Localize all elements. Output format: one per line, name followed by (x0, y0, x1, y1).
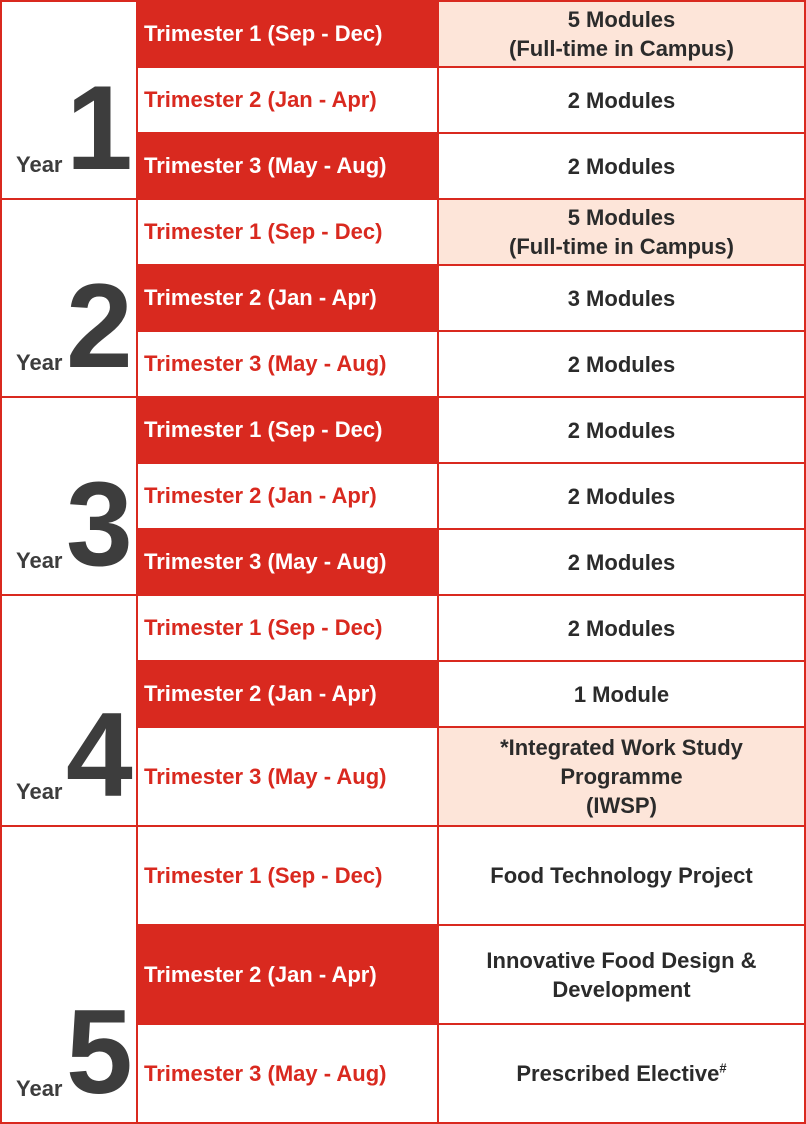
module-content-cell (437, 198, 806, 266)
module-content-line (586, 791, 657, 820)
module-content-text: 5 Modules (567, 7, 676, 32)
module-content-text: 2 Modules (567, 615, 676, 641)
footnote-marker: # (719, 1060, 727, 1076)
year-number: 1 (66, 61, 131, 195)
trimester-label: Trimester 3 (May - Aug) (144, 351, 387, 376)
trimester-label-cell (136, 660, 439, 728)
trimester-label: Trimester 3 (May - Aug) (144, 1060, 387, 1086)
module-content-text: 2 Modules (567, 549, 676, 575)
module-content-line (568, 416, 676, 445)
module-content-text: 1 Module (573, 681, 670, 707)
year-label: Year (16, 350, 63, 375)
module-content-line (500, 733, 743, 762)
module-content-line (568, 350, 676, 379)
trimester-label-cell (136, 132, 439, 200)
trimester-label-cell (136, 396, 439, 464)
module-content-cell (437, 0, 806, 68)
module-content-line (516, 1059, 726, 1088)
year-label: Year (16, 548, 63, 573)
trimester-label: Trimester 3 (May - Aug) (144, 549, 387, 574)
module-content-line (568, 614, 676, 643)
module-content-line (568, 482, 676, 511)
trimester-label-cell (136, 528, 439, 596)
module-content-cell (437, 528, 806, 596)
year-number: 4 (66, 688, 131, 822)
module-content-line (568, 284, 676, 313)
module-content-text: *Integrated Work Study (500, 735, 743, 760)
trimester-label-cell (136, 462, 439, 530)
trimester-label-cell (136, 825, 439, 926)
module-content-cell (437, 330, 806, 398)
trimester-label: Trimester 2 (Jan - Apr) (144, 285, 377, 310)
year-1-cell (0, 0, 138, 200)
trimester-label: Trimester 1 (Sep - Dec) (144, 417, 383, 442)
trimester-label: Trimester 1 (Sep - Dec) (144, 615, 383, 640)
year-label: Year (16, 779, 63, 804)
module-content-cell (437, 66, 806, 134)
module-content-text: 2 Modules (567, 483, 676, 509)
module-content-text: 3 Modules (567, 285, 676, 311)
module-content-line (568, 152, 676, 181)
module-content-text: (IWSP) (586, 793, 657, 818)
year-4-cell (0, 594, 138, 827)
module-content-text: Prescribed Elective (516, 1061, 720, 1086)
trimester-label: Trimester 2 (Jan - Apr) (144, 681, 377, 706)
module-content-text: Programme (560, 764, 683, 789)
module-content-cell (437, 396, 806, 464)
module-content-cell (437, 132, 806, 200)
module-content-cell (437, 726, 806, 827)
module-content-line (509, 34, 734, 63)
trimester-label: Trimester 1 (Sep - Dec) (144, 21, 383, 46)
module-content-cell (437, 1023, 806, 1124)
module-content-text: Development (552, 976, 691, 1002)
module-content-line (568, 548, 676, 577)
module-content-cell (437, 594, 806, 662)
trimester-label-cell (136, 66, 439, 134)
module-content-text: 2 Modules (567, 87, 676, 113)
trimester-label-cell (136, 0, 439, 68)
module-content-text: 5 Modules (567, 205, 676, 230)
trimester-label-cell (136, 594, 439, 662)
trimester-label: Trimester 3 (May - Aug) (144, 763, 387, 789)
trimester-label-cell (136, 264, 439, 332)
module-content-line (568, 86, 676, 115)
module-content-line (560, 762, 682, 791)
module-content-line (486, 946, 756, 975)
trimester-label: Trimester 2 (Jan - Apr) (144, 87, 377, 112)
module-content-cell (437, 264, 806, 332)
module-content-line (568, 203, 676, 232)
trimester-label-cell (136, 198, 439, 266)
module-content-line (490, 861, 752, 890)
module-content-text: Innovative Food Design & (486, 947, 757, 973)
year-label: Year (16, 152, 63, 177)
trimester-label-cell (136, 330, 439, 398)
module-content-text: 2 Modules (567, 153, 676, 179)
trimester-label-cell (136, 1023, 439, 1124)
year-3-cell (0, 396, 138, 596)
trimester-label: Trimester 1 (Sep - Dec) (144, 219, 383, 244)
module-content-cell (437, 660, 806, 728)
module-content-cell (437, 924, 806, 1025)
trimester-label: Trimester 2 (Jan - Apr) (144, 961, 377, 987)
trimester-label-cell (136, 924, 439, 1025)
module-content-text: (Full-time in Campus) (509, 36, 734, 61)
trimester-label: Trimester 3 (May - Aug) (144, 153, 387, 178)
year-number: 5 (66, 985, 131, 1119)
module-content-text: 2 Modules (567, 417, 676, 443)
module-content-line (574, 680, 669, 709)
module-content-line (509, 232, 734, 261)
year-number: 3 (66, 457, 131, 591)
trimester-label-cell (136, 726, 439, 827)
trimester-label: Trimester 2 (Jan - Apr) (144, 483, 377, 508)
module-content-line (568, 5, 676, 34)
year-number: 2 (66, 259, 131, 393)
module-content-text: 2 Modules (567, 351, 676, 377)
trimester-label: Trimester 1 (Sep - Dec) (144, 862, 383, 888)
module-content-text: Food Technology Project (490, 863, 753, 888)
module-content-cell (437, 825, 806, 926)
year-5-cell (0, 825, 138, 1124)
year-2-cell (0, 198, 138, 398)
year-label: Year (16, 1076, 63, 1101)
module-content-line (552, 975, 690, 1004)
module-content-text: (Full-time in Campus) (509, 234, 734, 259)
module-content-cell (437, 462, 806, 530)
